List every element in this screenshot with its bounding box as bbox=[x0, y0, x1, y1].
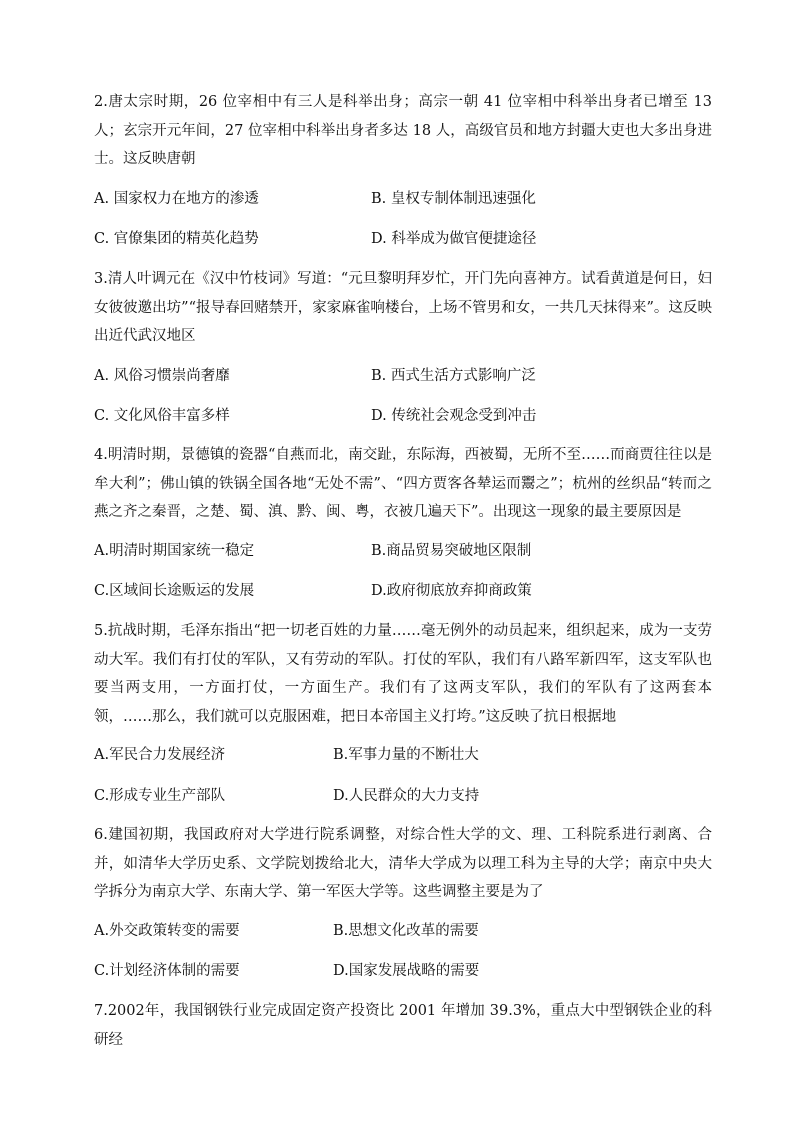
question-6-option-b[interactable]: B.思想文化改革的需要 bbox=[333, 923, 479, 939]
question-5-stem: 5.抗战时期，毛泽东指出“把一切老百姓的力量……毫无例外的动员起来，组织起来，成为一支劳动大军。我们有打仗的军队，又有劳动的军队。打仗的军队，我们有八路军新四军，这支军队也要当两支用，一方面打仗，一方面生产。我们有了这两支军队，我们的军队有了这两套本领，……那么，我们就可以克服困难，把日本帝国主义打垮。”这反映了抗日根据地 bbox=[94, 623, 712, 725]
question-3-option-a[interactable]: A. 风俗习惯崇尚奢靡 bbox=[94, 368, 230, 384]
question-2-stem: 2.唐太宗时期，26 位宰相中有三人是科举出身；高宗一朝 41 位宰相中科举出身者已增至 13 人；玄宗开元年间，27 位宰相中科举出身者多达 18 人，高级官员和地方封疆大吏也大多出身进士。这反映唐朝 bbox=[94, 94, 712, 167]
question-5-option-d[interactable]: D.人民群众的大力支持 bbox=[333, 788, 480, 804]
question-6-option-c[interactable]: C.计划经济体制的需要 bbox=[94, 963, 240, 979]
question-6-option-d[interactable]: D.国家发展战略的需要 bbox=[333, 963, 480, 979]
question-5-option-b[interactable]: B.军事力量的不断壮大 bbox=[333, 747, 479, 763]
question-2-option-d[interactable]: D. 科举成为做官便捷途径 bbox=[371, 231, 537, 247]
question-2-option-c[interactable]: C. 官僚集团的精英化趋势 bbox=[94, 231, 259, 247]
question-7-stem: 7.2002年，我国钢铁行业完成固定资产投资比 2001 年增加 39.3%，重点大中型钢铁企业的科研经 bbox=[94, 1003, 712, 1048]
question-2-option-a[interactable]: A. 国家权力在地方的渗透 bbox=[94, 191, 259, 207]
question-6-stem: 6.建国初期，我国政府对大学进行院系调整，对综合性大学的文、理、工科院系进行剥离、合并，如清华大学历史系、文学院划拨给北大，清华大学成为以理工科为主导的大学；南京中央大学拆分为南京大学、东南大学、第一军医大学等。这些调整主要是为了 bbox=[94, 827, 712, 900]
question-3-option-c[interactable]: C. 文化风俗丰富多样 bbox=[94, 408, 230, 424]
question-5-option-c[interactable]: C.形成专业生产部队 bbox=[94, 788, 226, 804]
question-4-option-d[interactable]: D.政府彻底放弃抑商政策 bbox=[371, 583, 532, 599]
question-5-option-a[interactable]: A.军民合力发展经济 bbox=[94, 747, 226, 763]
question-4-option-a[interactable]: A.明清时期国家统一稳定 bbox=[94, 543, 255, 559]
question-2-option-b[interactable]: B. 皇权专制体制迅速强化 bbox=[371, 191, 536, 207]
question-6-option-a[interactable]: A.外交政策转变的需要 bbox=[94, 923, 240, 939]
question-3-stem: 3.清人叶调元在《汉中竹枝词》写道：“元旦黎明拜岁忙，开门先向喜神方。试看黄道是何日，妇女彼彼邀出坊”“报导春回赌禁开，家家麻雀响楼台，上场不管男和女，一共几天抹得来”。这反映出近代武汉地区 bbox=[94, 271, 712, 344]
question-3-option-b[interactable]: B. 西式生活方式影响广泛 bbox=[371, 368, 536, 384]
question-4-option-b[interactable]: B.商品贸易突破地区限制 bbox=[371, 543, 532, 559]
question-3-option-d[interactable]: D. 传统社会观念受到冲击 bbox=[371, 408, 537, 424]
question-4-stem: 4.明清时期，景德镇的瓷器“自燕而北，南交趾，东际海，西被蜀，无所不至……而商贾往往以是牟大利”；佛山镇的铁锅全国各地“无处不需”、“四方贾客各辇运而鬻之”；杭州的丝织品“转而之燕之齐之秦晋，之楚、蜀、滇、黔、闽、粤，衣被几遍天下”。出现这一现象的最主要原因是 bbox=[94, 447, 712, 520]
question-4-option-c[interactable]: C.区域间长途贩运的发展 bbox=[94, 583, 255, 599]
